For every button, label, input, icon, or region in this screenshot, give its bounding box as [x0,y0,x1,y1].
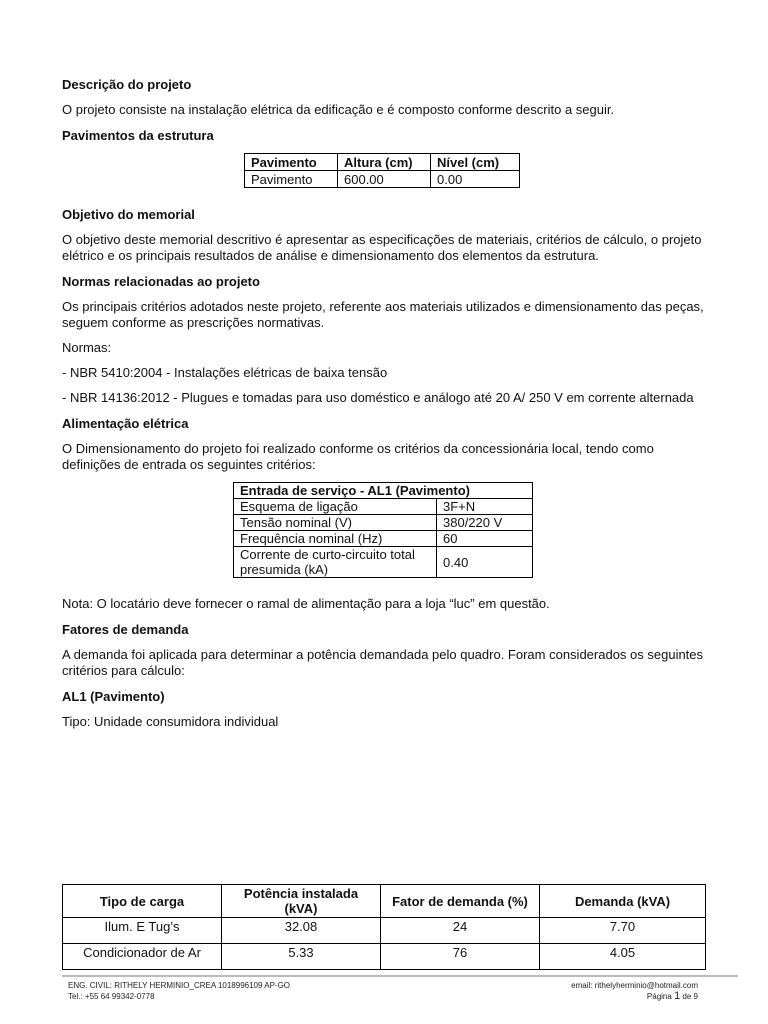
table-header: Potência instalada (kVA) [222,885,381,918]
table-cell: Ilum. E Tug’s [63,918,222,944]
pavimentos-table [244,153,520,188]
table-cell: 5.33 [222,944,381,970]
normas-text: Os principais critérios adotados neste projeto, referente aos materiais utilizados e dimensionamento das peças, seguem conforme as prescrições normativas. [62,299,704,330]
table-cell: Esquema de ligação [234,499,437,515]
section-title-objetivo: Objetivo do memorial [62,207,195,222]
table-cell: 3F+N [437,499,533,515]
section-title-descricao: Descrição do projeto [62,77,192,92]
table-cell: 60 [437,531,533,547]
descricao-text: O projeto consiste na instalação elétrica da edificação e é composto conforme descrito a seguir. [62,102,615,117]
table-header-row [245,154,520,171]
table-row [245,171,520,188]
page-footer [68,980,698,1002]
subsection-title-al1: AL1 (Pavimento) [62,689,165,704]
section-title-fatores: Fatores de demanda [62,622,189,637]
table-header-row [63,885,706,918]
section-title-alimentacao: Alimentação elétrica [62,416,189,431]
nota-text: Nota: O locatário deve fornecer o ramal de alimentação para a loja “luc” em questão. [62,596,550,611]
table-row [63,918,706,944]
table-header: Tipo de carga [63,885,222,918]
document-body [62,76,712,739]
alimentacao-text: O Dimensionamento do projeto foi realizado conforme os critérios da concessionária local, tendo como definições de entrada os seguintes critérios: [62,441,654,472]
objetivo-text: O objetivo deste memorial descritivo é apresentar as especificações de materiais, critérios de cálculo, o projeto elétrico e os principais resultados de análise e dimensionamento dos elementos da estrutura. [62,232,702,263]
table-cell: 380/220 V [437,515,533,531]
table-cell: 32.08 [222,918,381,944]
table-row [234,499,533,515]
table-cell: 76 [381,944,540,970]
table-cell: Tensão nominal (V) [234,515,437,531]
table-cell: Frequência nominal (Hz) [234,531,437,547]
table-cell: 7.70 [540,918,706,944]
entrada-servico-table [233,482,533,578]
table-header: Altura (cm) [338,154,431,171]
table-header: Pavimento [245,154,338,171]
footer-email: email: rithelyherminio@hotmail.com [571,981,698,990]
table-row [63,944,706,970]
table-header: Demanda (kVA) [540,885,706,918]
demanda-table [62,884,706,970]
tipo-text: Tipo: Unidade consumidora individual [62,714,279,729]
page-current: 1 [674,990,681,1002]
table-row [234,547,533,578]
table-title: Entrada de serviço - AL1 (Pavimento) [234,483,533,499]
norma-item: - NBR 14136:2012 - Plugues e tomadas para uso doméstico e análogo até 20 A/ 250 V em corrente alternada [62,390,694,405]
footer-phone: Tel.: +55 64 99342-0778 [68,992,155,1001]
table-cell: Corrente de curto-circuito total presumida (kA) [234,547,437,578]
table-cell: 4.05 [540,944,706,970]
table-cell: 24 [381,918,540,944]
table-cell: Condicionador de Ar [63,944,222,970]
table-cell: 0.00 [431,171,520,188]
section-title-normas: Normas relacionadas ao projeto [62,274,260,289]
footer-engineer: ENG. CIVIL: RITHELY HERMINIO_CREA 1018996109 AP-GO [68,981,291,990]
table-cell: 600.00 [338,171,431,188]
page-label: Página [646,992,672,1001]
page-total: de 9 [682,992,698,1001]
table-header: Nível (cm) [431,154,520,171]
norma-item: - NBR 5410:2004 - Instalações elétricas de baixa tensão [62,365,388,380]
footer-right [571,980,698,1002]
section-title-pavimentos: Pavimentos da estrutura [62,128,214,143]
table-cell: Pavimento [245,171,338,188]
normas-label: Normas: [62,340,112,355]
page-number [571,991,698,1002]
table-row [234,531,533,547]
table-row [234,515,533,531]
table-header: Fator de demanda (%) [381,885,540,918]
table-header-row [234,483,533,499]
footer-divider [62,975,738,977]
table-cell: 0.40 [437,547,533,578]
fatores-text: A demanda foi aplicada para determinar a potência demandada pelo quadro. Foram considerados os seguintes critérios para cálculo: [62,647,704,678]
